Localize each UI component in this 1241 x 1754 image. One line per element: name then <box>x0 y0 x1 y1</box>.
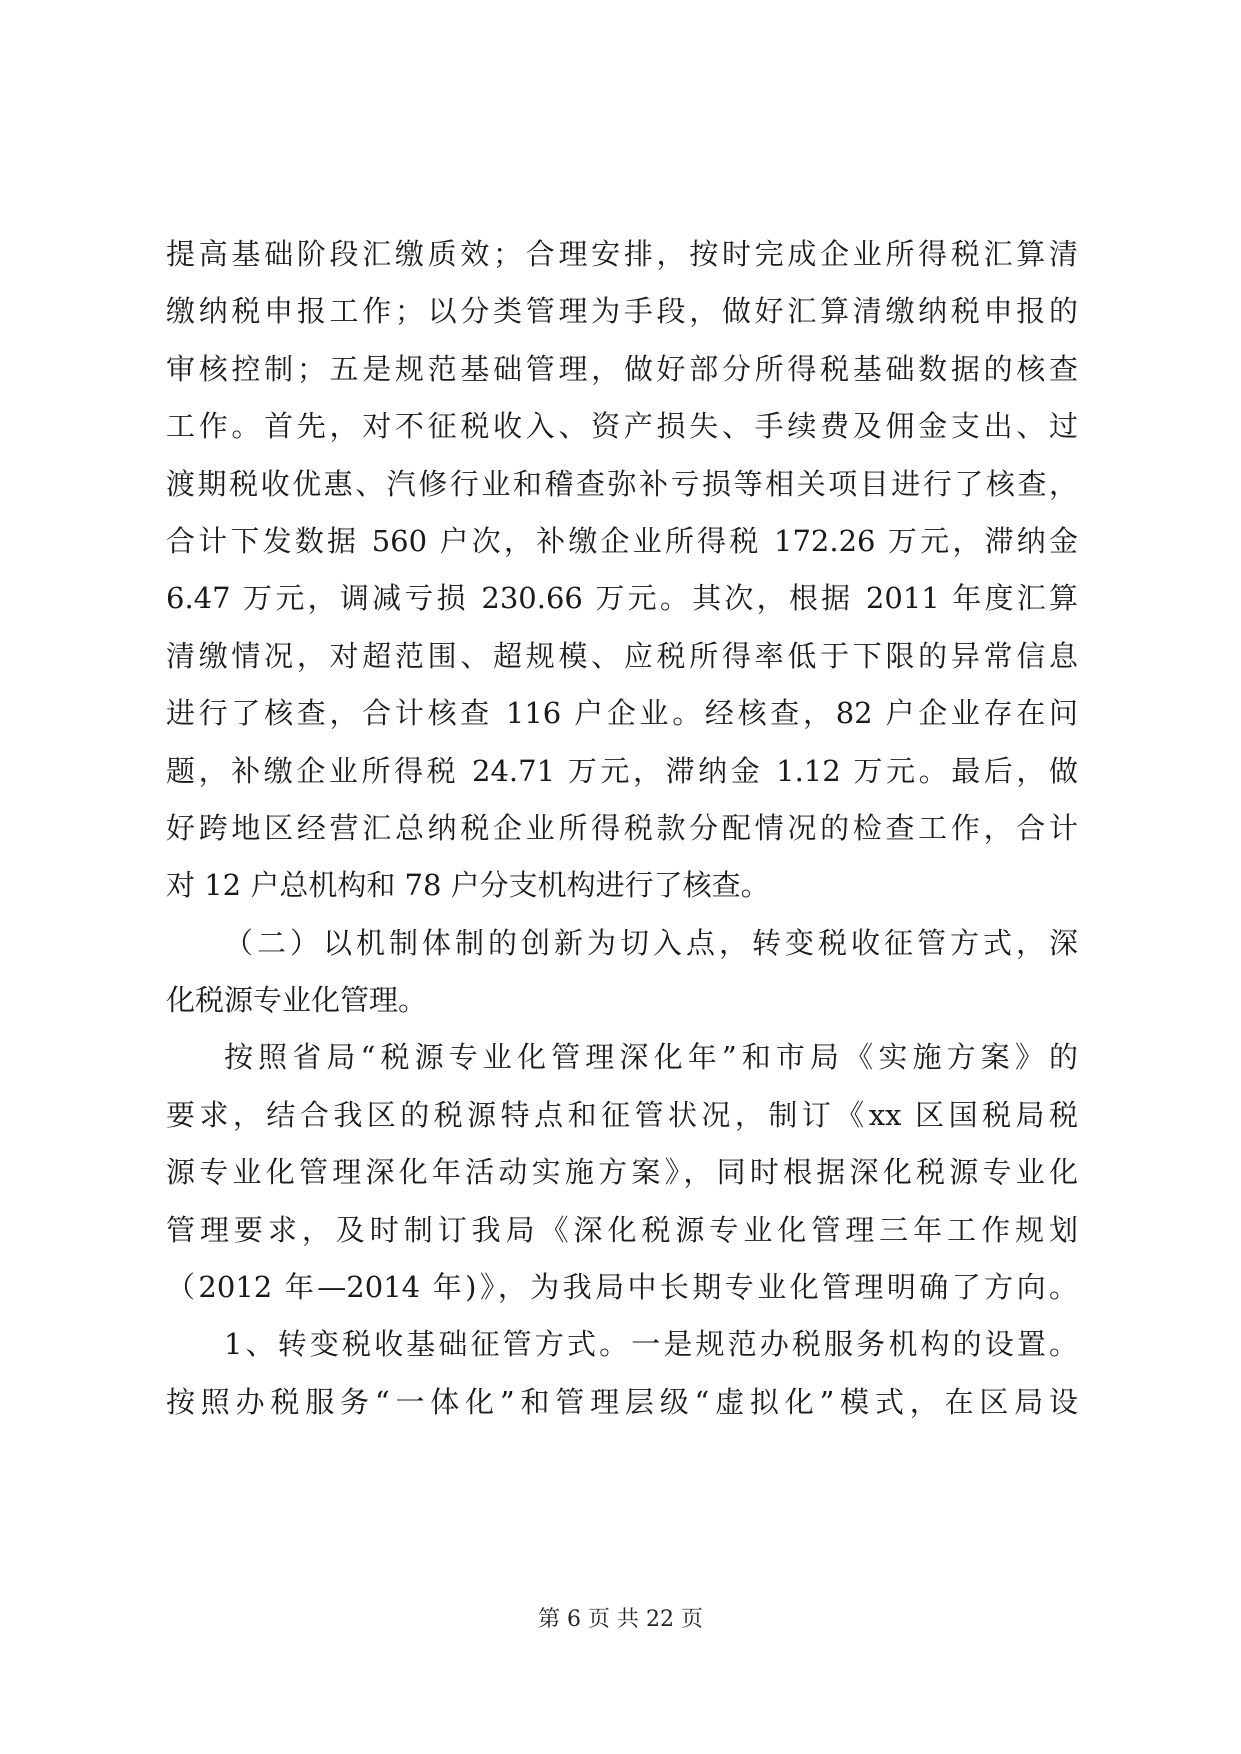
text-line: （2012 年—2014 年)》，为我局中长期专业化管理明确了方向。 <box>166 1270 1078 1305</box>
text-line: 6.47 万元，调减亏损 230.66 万元。其次，根据 2011 年度汇算 <box>166 581 1078 616</box>
text-line: 渡期税收优惠、汽修行业和稽查弥补亏损等相关项目进行了核查， <box>166 466 1078 501</box>
text-line: 题，补缴企业所得税 24.71 万元，滞纳金 1.12 万元。最后，做 <box>166 753 1078 788</box>
text-line: 源专业化管理深化年活动实施方案》，同时根据深化税源专业化 <box>166 1155 1078 1190</box>
text-line: 1、转变税收基础征管方式。一是规范办税服务机构的设置。 <box>224 1327 1078 1362</box>
text-line: （二）以机制体制的创新为切入点，转变税收征管方式，深 <box>224 925 1078 960</box>
text-line: 合计下发数据 560 户次，补缴企业所得税 172.26 万元，滞纳金 <box>166 523 1078 558</box>
text-line: 化税源专业化管理。 <box>166 983 428 1018</box>
text-line: 清缴情况，对超范围、超规模、应税所得率低于下限的异常信息 <box>166 638 1078 673</box>
text-line: 提高基础阶段汇缴质效；合理安排，按时完成企业所得税汇算清 <box>166 237 1078 271</box>
text-line: 按照省局“税源专业化管理深化年”和市局《实施方案》的 <box>224 1040 1078 1075</box>
body-text <box>166 226 1078 1431</box>
text-line: 按照办税服务“一体化”和管理层级“虚拟化”模式，在区局设 <box>166 1384 1078 1419</box>
text-line: 要求，结合我区的税源特点和征管状况，制订《xx 区国税局税 <box>166 1097 1078 1132</box>
text-line: 缴纳税申报工作；以分类管理为手段，做好汇算清缴纳税申报的 <box>166 294 1078 329</box>
text-line: 审核控制；五是规范基础管理，做好部分所得税基础数据的核查 <box>166 351 1078 386</box>
page-footer: 第 6 页 共 22 页 <box>538 1607 703 1632</box>
text-line: 对 12 户总机构和 78 户分支机构进行了核查。 <box>166 868 770 903</box>
text-line: 管理要求，及时制订我局《深化税源专业化管理三年工作规划 <box>166 1212 1078 1247</box>
text-line: 进行了核查，合计核查 116 户企业。经核查，82 户企业存在问 <box>166 696 1078 731</box>
text-line: 工作。首先，对不征税收入、资产损失、手续费及佣金支出、过 <box>166 409 1078 444</box>
text-line: 好跨地区经营汇总纳税企业所得税款分配情况的检查工作，合计 <box>166 810 1078 845</box>
